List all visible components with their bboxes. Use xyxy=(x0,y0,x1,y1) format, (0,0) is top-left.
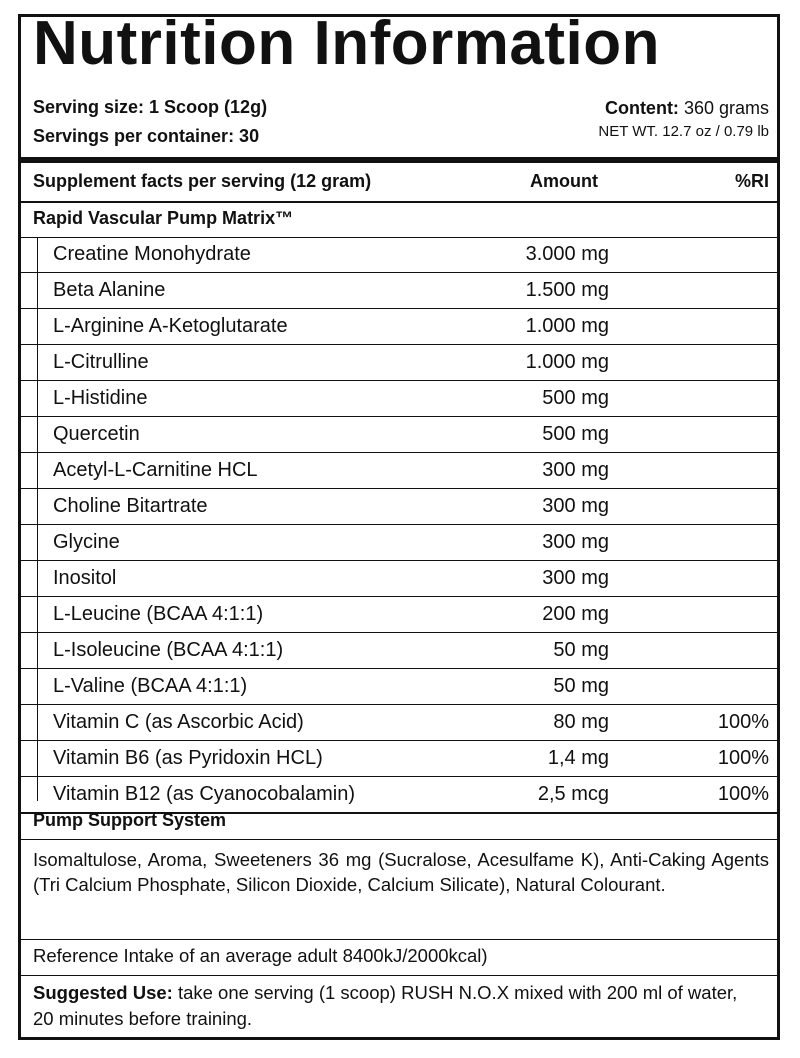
table-row xyxy=(21,417,777,453)
ingredient-amount: 1.500 mg xyxy=(525,279,609,301)
table-row xyxy=(21,669,777,705)
table-row xyxy=(21,525,777,561)
divider xyxy=(21,975,777,976)
ingredient-amount: 300 mg xyxy=(542,459,609,481)
ingredient-amount: 80 mg xyxy=(553,711,609,733)
table-row xyxy=(21,381,777,417)
pump-support-heading xyxy=(21,803,777,840)
ingredient-amount: 3.000 mg xyxy=(525,243,609,265)
ingredient-amount: 1,4 mg xyxy=(547,747,609,769)
divider xyxy=(21,939,777,940)
ingredient-name: Choline Bitartrate xyxy=(53,495,208,517)
suggested-use-label: Suggested Use: xyxy=(33,982,173,1003)
ingredient-name: L-Valine (BCAA 4:1:1) xyxy=(53,675,248,697)
ingredient-name: Vitamin B12 (as Cyanocobalamin) xyxy=(53,783,356,805)
table-row xyxy=(21,705,777,741)
serving-info xyxy=(33,93,267,151)
ingredient-amount: 1.000 mg xyxy=(525,351,609,373)
ingredient-amount: 500 mg xyxy=(542,387,609,409)
table-row xyxy=(21,453,777,489)
ingredient-name: L-Isoleucine (BCAA 4:1:1) xyxy=(53,639,284,661)
ingredient-name: Inositol xyxy=(53,567,117,589)
nutrition-label xyxy=(18,9,780,1040)
ingredient-amount: 500 mg xyxy=(542,423,609,445)
ingredient-name: Creatine Monohydrate xyxy=(53,243,251,265)
ingredient-name: Beta Alanine xyxy=(53,279,166,301)
table-row xyxy=(21,489,777,525)
ingredient-name: Vitamin C (as Ascorbic Acid) xyxy=(53,711,304,733)
table-row xyxy=(21,597,777,633)
content-line xyxy=(598,95,769,121)
table-row xyxy=(21,273,777,309)
pump-support-title: Pump Support System xyxy=(33,810,227,830)
matrix-heading xyxy=(21,201,777,238)
serving-size: Serving size: 1 Scoop (12g) xyxy=(33,97,268,117)
ingredient-name: Glycine xyxy=(53,531,120,553)
ingredient-ri: 100% xyxy=(717,711,769,733)
pump-support-text: Isomaltulose, Aroma, Sweeteners 36 mg (Sucralose, Acesulfame K), Anti-Caking Agents (Tri Calcium Phosphate, Silicon Dioxide, Calcium Silicate), Natural Colourant. xyxy=(33,849,769,895)
content-value: 360 grams xyxy=(683,98,769,118)
ingredient-amount: 50 mg xyxy=(553,675,609,697)
ingredient-name: Vitamin B6 (as Pyridoxin HCL) xyxy=(53,747,323,769)
header-amount: Amount xyxy=(530,171,598,191)
table-row xyxy=(21,345,777,381)
suggested-use xyxy=(33,980,747,1032)
ingredient-name: Quercetin xyxy=(53,423,140,445)
ingredient-amount: 300 mg xyxy=(542,567,609,589)
ingredient-name: L-Leucine (BCAA 4:1:1) xyxy=(53,603,264,625)
table-row xyxy=(21,561,777,597)
ingredient-amount: 1.000 mg xyxy=(525,315,609,337)
reference-intake: Reference Intake of an average adult 8400kJ/2000kcal) xyxy=(33,945,488,966)
ingredient-ri: 100% xyxy=(717,747,769,769)
table-row xyxy=(21,633,777,669)
header-ri: %RI xyxy=(734,171,769,191)
table-row xyxy=(21,741,777,777)
ingredient-amount: 300 mg xyxy=(542,495,609,517)
ingredient-amount: 200 mg xyxy=(542,603,609,625)
ingredient-amount: 2,5 mcg xyxy=(537,783,609,805)
content-label: Content: xyxy=(604,98,679,118)
header-facts: Supplement facts per serving (12 gram) xyxy=(33,171,372,191)
ingredient-name: Acetyl-L-Carnitine HCL xyxy=(53,459,258,481)
table-row xyxy=(21,309,777,345)
servings-per-container: Servings per container: 30 xyxy=(33,126,260,146)
content-info xyxy=(598,95,769,143)
ingredient-name: L-Citrulline xyxy=(53,351,149,373)
page-title: Nutrition Information xyxy=(33,9,660,78)
ingredient-list xyxy=(21,237,777,814)
ingredient-name: L-Histidine xyxy=(53,387,148,409)
table-row xyxy=(21,237,777,273)
ingredient-amount: 300 mg xyxy=(542,531,609,553)
table-header xyxy=(21,163,777,203)
net-weight: NET WT. 12.7 oz / 0.79 lb xyxy=(598,123,769,140)
suggested-use-text: take one serving (1 scoop) RUSH N.O.X mixed with 200 ml of water, 20 minutes before training. xyxy=(33,982,738,1029)
ingredient-ri: 100% xyxy=(717,783,769,805)
ingredient-name: L-Arginine A-Ketoglutarate xyxy=(53,315,288,337)
ingredient-amount: 50 mg xyxy=(553,639,609,661)
matrix-name: Rapid Vascular Pump Matrix™ xyxy=(33,208,294,228)
